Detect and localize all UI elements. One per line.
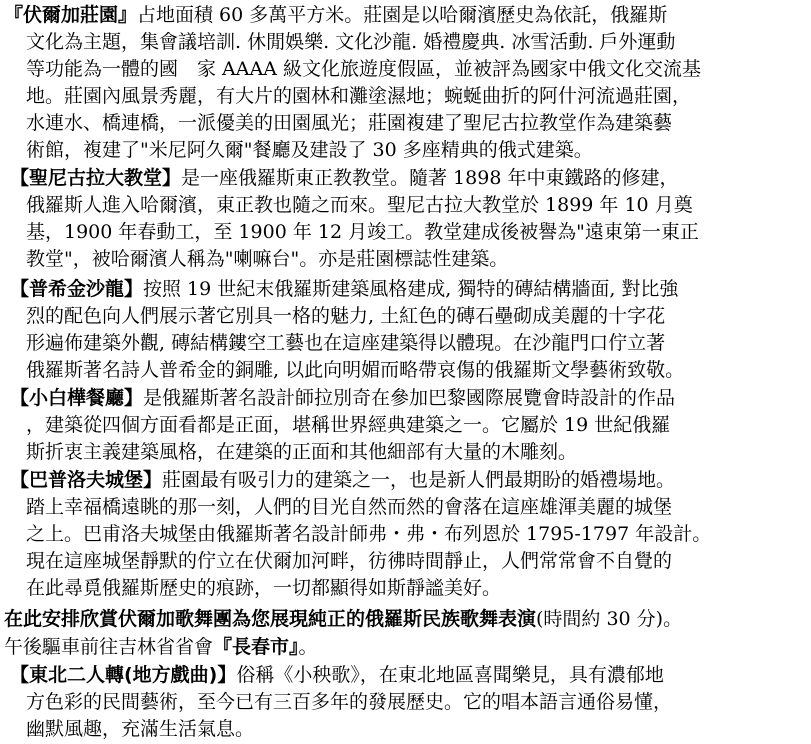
section-castle-line-5: 在此尋覓俄羅斯歷史的痕跡，一切都顯得如斯靜謐美好。 [26,577,502,599]
section-volga-line-5: 水連水、橋連橋，一派優美的田園風光；莊園複建了聖尼古拉教堂作為建築藝 [26,112,673,134]
section-volga-line-1 [4,2,667,29]
section-birch-line-3: 斯折衷主義建築風格，在建築的正面和其他細部有大量的木雕刻。 [26,441,578,463]
section-errenzhuan-line-3: 幽默風趣，充滿生活氣息。 [26,718,255,740]
section-birch-heading: 【小白樺餐廳】 [10,387,144,409]
section-castle-text: 莊園最有吸引力的建築之一，也是新人們最期盼的婚禮場地。 [162,469,676,491]
section-volga-line-3: 等功能為一體的國 家 AAAA 級文化旅遊度假區，並被評為國家中俄文化交流基 [26,58,701,80]
section-errenzhuan-line-1 [10,662,664,689]
arrangement-line [4,606,682,633]
section-errenzhuan-text: 俗稱《小秧歌》，在東北地區喜聞樂見，具有濃郁地 [236,664,664,686]
section-nicholas-line-4: 教堂"，被哈爾濱人稱為"喇嘛台"。亦是莊園標誌性建築。 [26,248,509,270]
section-errenzhuan-line-2: 方色彩的民間藝術，至今已有三百多年的發展歷史。它的唱本語言通俗易懂， [26,691,673,713]
section-nicholas-text: 是一座俄羅斯東正教教堂。隨著 1898 年中東鐵路的修建， [181,167,679,189]
section-birch-line-2: ，建築從四個方面看都是正面，堪稱世界經典建築之一。它屬於 19 世紀俄羅 [26,414,671,436]
section-pushkin-line-1 [10,276,678,303]
transfer-line [4,634,318,661]
transfer-prefix: 午後驅車前往吉林省省會 [4,636,214,658]
section-pushkin-line-2: 烈的配色向人們展示著它別具一格的魅力, 土紅色的磚石壘砌成美麗的十字花 [26,305,666,327]
section-castle-line-3: 之上。巴甫洛夫城堡由俄羅斯著名設計師弗・弗・布列恩於 1795-1797 年設計。 [26,523,712,545]
section-pushkin-line-4: 俄羅斯著名詩人普希金的銅雕, 以此向明媚而略帶哀傷的俄羅斯文學藝術致敬。 [26,359,685,381]
section-pushkin-text: 按照 19 世紀末俄羅斯建築風格建成, 獨特的磚結構牆面, 對比強 [143,278,679,300]
section-nicholas-line-1 [10,165,678,192]
section-volga-line-2: 文化為主題，集會議培訓. 休閒娛樂. 文化沙龍. 婚禮慶典. 冰雪活動. 戶外運動 [26,31,676,53]
section-pushkin-heading: 【普希金沙龍】 [10,278,144,300]
section-errenzhuan-heading: 【東北二人轉(地方戲曲)】 [10,664,237,686]
section-nicholas-line-2: 俄羅斯人進入哈爾濱，東正教也隨之而來。聖尼古拉大教堂於 1899 年 10 月奠 [26,194,693,216]
section-volga-heading: 『伏爾加莊園』 [4,4,138,26]
section-birch-text: 是俄羅斯著名設計師拉別奇在參加巴黎國際展覽會時設計的作品 [143,387,676,409]
section-birch-line-1 [10,385,675,412]
section-volga-line-6: 術館，複建了"米尼阿久爾"餐廳及建設了 30 多座精典的俄式建築。 [26,139,593,161]
section-castle-heading: 【巴普洛夫城堡】 [10,469,163,491]
section-pushkin-line-3: 形遍佈建築外觀, 磚結構鏤空工藝也在這座建築得以體現。在沙龍門口佇立著 [26,332,666,354]
section-castle-line-1 [10,467,675,494]
arrangement-bold-text: 在此安排欣賞伏爾加歌舞團為您展現純正的俄羅斯民族歌舞表演 [4,608,537,630]
section-castle-line-4: 現在這座城堡靜默的佇立在伏爾加河畔，彷彿時間靜止，人們常常會不自覺的 [26,550,673,572]
section-nicholas-heading: 【聖尼古拉大教堂】 [10,167,182,189]
transfer-city: 『長春市』 [213,636,299,658]
section-volga-line-4: 地。莊園內風景秀麗，有大片的園林和灘塗濕地；蜿蜒曲折的阿什河流過莊園， [26,85,692,107]
section-castle-line-2: 踏上幸福橋遠眺的那一刻，人們的目光自然而然的會落在這座雄渾美麗的城堡 [26,496,673,518]
arrangement-duration-text: (時間約 30 分)。 [536,608,683,630]
section-nicholas-line-3: 基，1900 年春動工，至 1900 年 12 月竣工。教堂建成後被譽為"遠東第一東正 [26,221,699,243]
transfer-suffix: 。 [298,636,318,658]
section-volga-text: 占地面積 60 多萬平方米。莊園是以哈爾濱歷史為依託，俄羅斯 [137,4,668,26]
